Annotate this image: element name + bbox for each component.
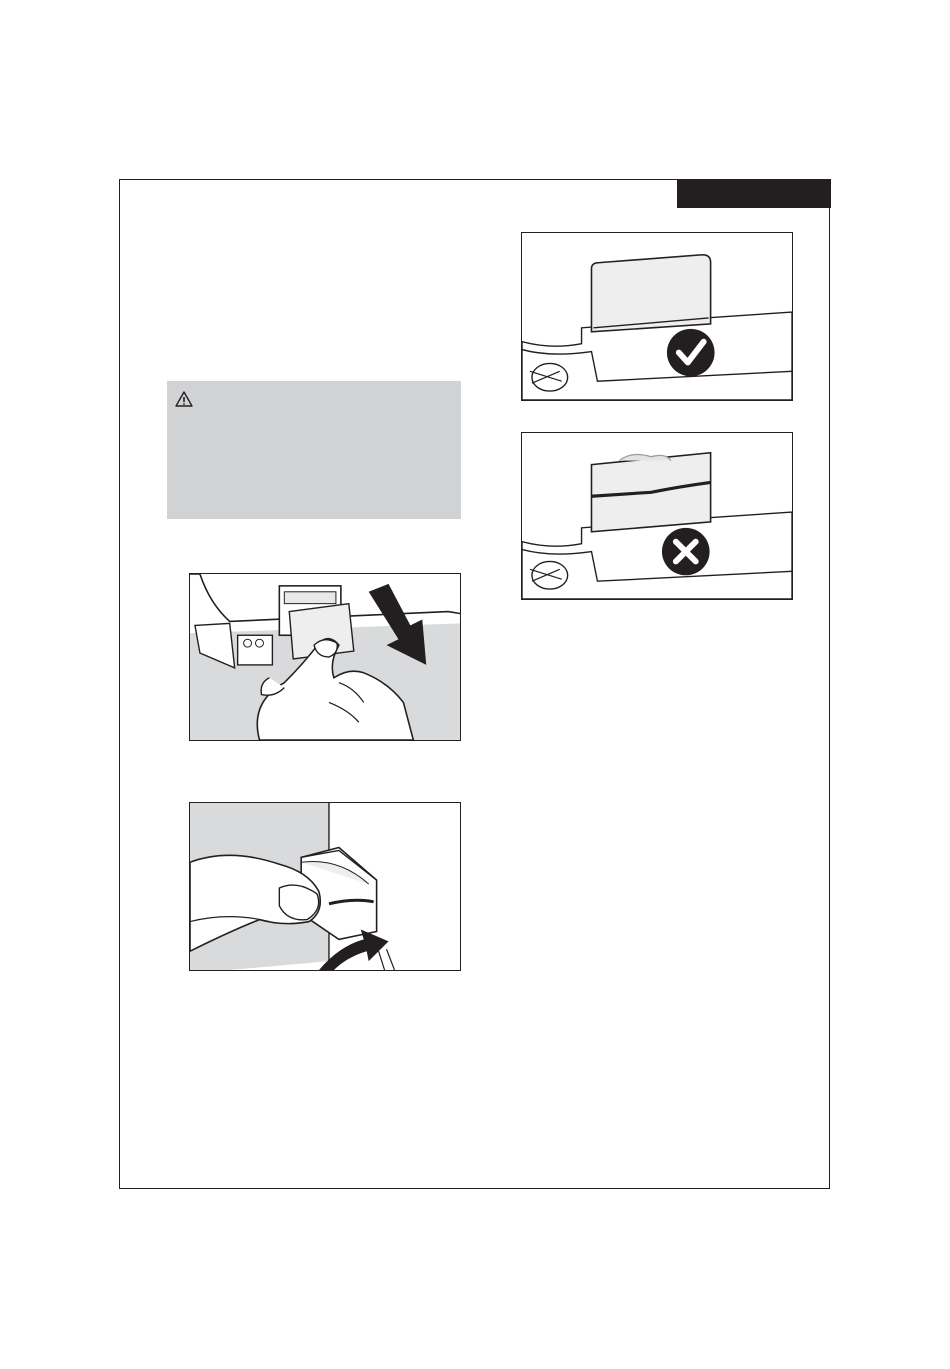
incorrect-installation-illustration bbox=[521, 432, 793, 600]
correct-installation-illustration bbox=[521, 232, 793, 401]
warning-box bbox=[167, 381, 461, 519]
section-tab bbox=[677, 179, 831, 208]
filter-insert-illustration bbox=[189, 802, 461, 971]
filter-remove-illustration bbox=[189, 573, 461, 741]
warning-triangle-icon bbox=[175, 391, 193, 407]
